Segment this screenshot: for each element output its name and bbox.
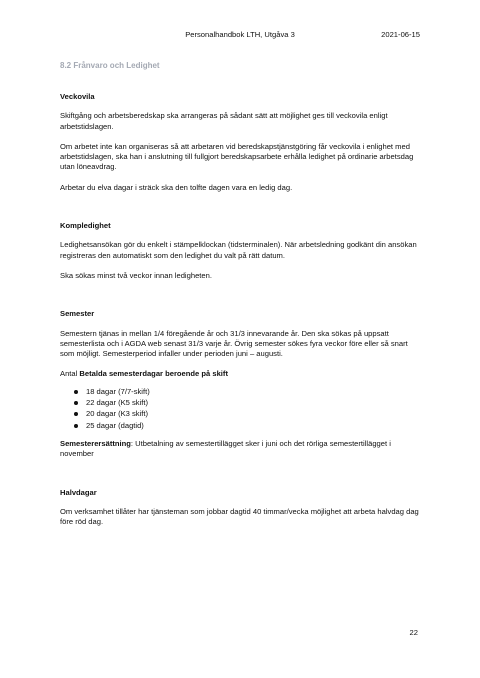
heading-halvdagar: Halvdagar	[60, 487, 97, 497]
semester-paragraph-1: Semestern tjänas in mellan 1/4 föregående år och 31/3 innevarande år. Den ska sökas på uppsatt semesterlista och i AGDA web senast 31/3 varje år. Övrig semester sökes fyra veckor före eller så snart som möjligt. Semesterperiod infaller under perioden juni – augusti.	[60, 328, 408, 359]
veckovila-paragraph-1: Skiftgång och arbetsberedskap ska arrangeras på sådant sätt att möjlighet ges till veckovila enligt arbetstidslagen.	[60, 111, 388, 131]
section-title: 8.2 Frånvaro och Ledighet	[60, 61, 160, 70]
heading-semester: Semester	[60, 309, 95, 319]
list-item: 18 dagar (7/7-skift)	[86, 387, 422, 397]
semester-days-list	[60, 387, 422, 431]
heading-veckovila: Veckovila	[60, 92, 95, 101]
page-header	[60, 30, 420, 42]
document-date: 2021-06-15	[381, 30, 420, 39]
document-title: Personalhandbok LTH, Utgåva 3	[185, 30, 295, 39]
kompledighet-paragraph-1: Ledighetsansökan gör du enkelt i stämpelklockan (tidsterminalen). När arbetsledning godkänt din ansökan registreras den automatiskt som den ledighet du valt på rätt datum.	[60, 240, 417, 260]
veckovila-paragraph-2: Om arbetet inte kan organiseras så att arbetaren vid beredskapstjänstgöring får veckovila i enlighet med arbetstidslagen, ska han i anslutning till fullgjort beredskapsarbete erhålla ledighet på ordinarie arbetsdag utan löneavdrag.	[60, 141, 414, 172]
ers-bold: Semesterersättning	[60, 438, 131, 448]
page-number: 22	[409, 628, 418, 637]
list-item: 20 dagar (K3 skift)	[86, 409, 422, 419]
semesterersattning-paragraph	[60, 439, 422, 460]
semester-antal-line	[60, 369, 422, 379]
list-item: 22 dagar (K5 skift)	[86, 398, 422, 408]
list-item: 25 dagar (dagtid)	[86, 421, 422, 431]
veckovila-paragraph-3: Arbetar du elva dagar i sträck ska den tolfte dagen vara en ledig dag.	[60, 182, 293, 192]
kompledighet-paragraph-2: Ska sökas minst två veckor innan ledigheten.	[60, 270, 212, 280]
antal-bold: Betalda semesterdagar beroende på skift	[79, 369, 228, 379]
heading-kompledighet: Kompledighet	[60, 221, 111, 231]
halvdagar-paragraph-1: Om verksamhet tillåter har tjänsteman som jobbar dagtid 40 timmar/vecka möjlighet att arbeta halvdag dag före röd dag.	[60, 506, 419, 527]
document-body	[60, 92, 422, 527]
ers-text: : Utbetalning av semestertillägget sker i juni och det rörliga semestertillägget i november	[60, 438, 391, 459]
antal-prefix: Antal	[60, 369, 80, 379]
